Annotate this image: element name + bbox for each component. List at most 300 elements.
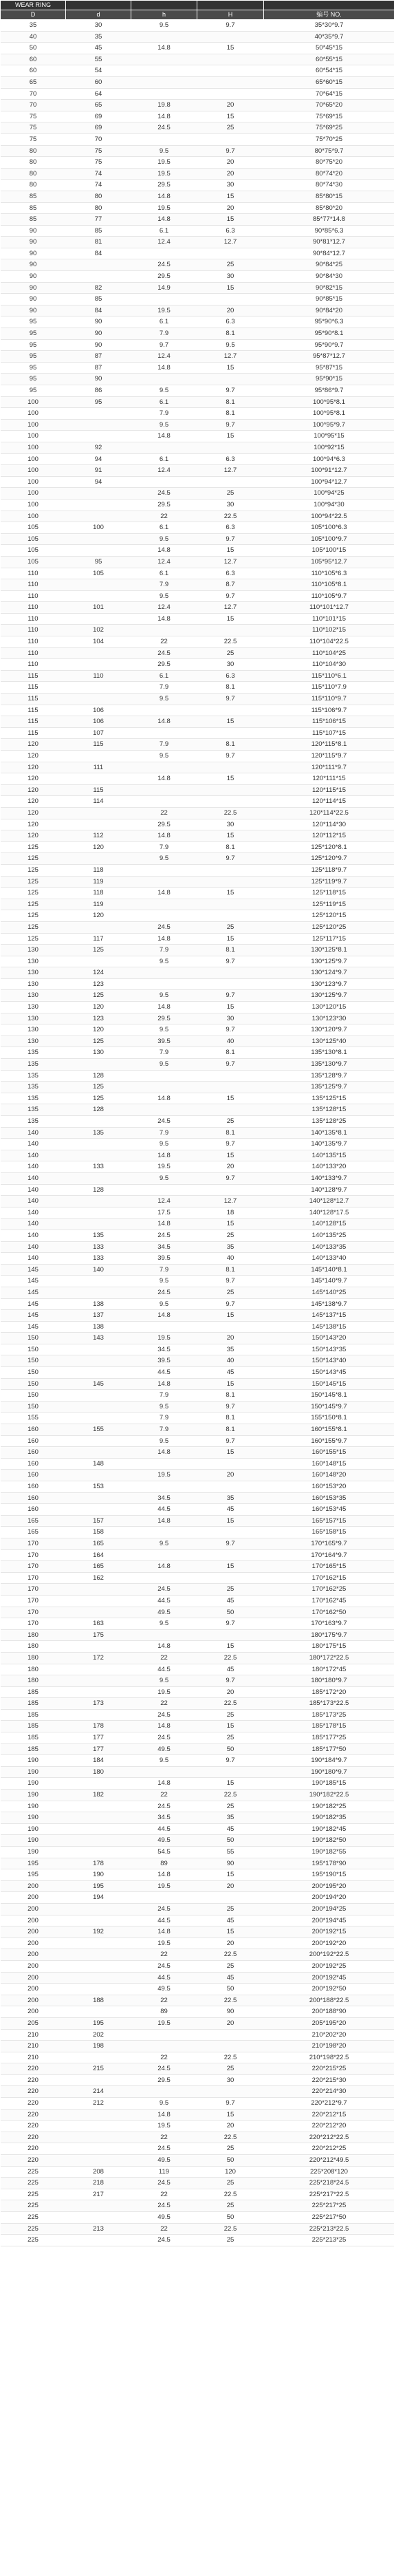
cell-h-upper <box>197 1892 264 1904</box>
cell-h-lower: 9.5 <box>131 419 197 431</box>
cell-inner-diameter <box>66 533 131 545</box>
cell-h-upper <box>197 133 264 145</box>
cell-h-upper <box>197 978 264 990</box>
cell-outer-diameter: 130 <box>1 990 66 1002</box>
cell-inner-diameter <box>66 1435 131 1447</box>
cell-outer-diameter: 110 <box>1 659 66 671</box>
cell-h-lower <box>131 864 197 876</box>
cell-h-upper <box>197 2029 264 2041</box>
cell-outer-diameter: 190 <box>1 1790 66 1801</box>
table-row <box>1 1755 394 1767</box>
cell-inner-diameter: 125 <box>66 1035 131 1047</box>
cell-part-number: 160*155*8.1 <box>264 1424 394 1436</box>
cell-h-lower: 9.5 <box>131 956 197 967</box>
cell-h-upper: 90 <box>197 2006 264 2018</box>
cell-inner-diameter <box>66 1960 131 1972</box>
cell-inner-diameter <box>66 1801 131 1812</box>
cell-h-upper <box>197 1629 264 1641</box>
table-row <box>1 1150 394 1161</box>
cell-inner-diameter <box>66 1401 131 1413</box>
cell-part-number: 170*165*15 <box>264 1561 394 1573</box>
table-row <box>1 374 394 385</box>
table-row <box>1 2189 394 2200</box>
cell-h-lower: 24.5 <box>131 1903 197 1915</box>
cell-outer-diameter: 185 <box>1 1698 66 1710</box>
cell-h-upper: 25 <box>197 1709 264 1721</box>
cell-outer-diameter: 220 <box>1 2063 66 2075</box>
cell-h-lower <box>131 1629 197 1641</box>
cell-outer-diameter: 135 <box>1 1093 66 1104</box>
cell-part-number: 75*69*15 <box>264 111 394 122</box>
cell-part-number: 135*128*25 <box>264 1116 394 1128</box>
cell-h-lower: 9.5 <box>131 1435 197 1447</box>
cell-inner-diameter <box>66 2212 131 2224</box>
cell-h-lower: 49.5 <box>131 1984 197 1995</box>
cell-inner-diameter: 125 <box>66 1082 131 1093</box>
cell-part-number: 125*118*15 <box>264 888 394 899</box>
table-row <box>1 1984 394 1995</box>
cell-h-upper: 9.7 <box>197 385 264 397</box>
cell-inner-diameter: 214 <box>66 2086 131 2098</box>
cell-inner-diameter <box>66 682 131 694</box>
table-row <box>1 1595 394 1607</box>
cell-h-upper <box>197 76 264 88</box>
table-row <box>1 990 394 1002</box>
cell-h-upper <box>197 1549 264 1561</box>
cell-part-number: 150*143*35 <box>264 1344 394 1355</box>
cell-inner-diameter: 138 <box>66 1321 131 1333</box>
cell-h-lower <box>131 2029 197 2041</box>
cell-outer-diameter: 150 <box>1 1355 66 1367</box>
cell-part-number: 180*175*15 <box>264 1641 394 1653</box>
cell-outer-diameter: 100 <box>1 511 66 522</box>
cell-h-lower: 14.8 <box>131 1378 197 1390</box>
cell-inner-diameter: 106 <box>66 716 131 728</box>
cell-inner-diameter: 120 <box>66 841 131 853</box>
table-row <box>1 1527 394 1538</box>
cell-part-number: 200*192*45 <box>264 1972 394 1984</box>
cell-h-upper: 9.7 <box>197 1276 264 1287</box>
table-row <box>1 408 394 420</box>
table-row <box>1 133 394 145</box>
cell-part-number: 200*192*25 <box>264 1960 394 1972</box>
cell-h-upper: 22.5 <box>197 1652 264 1664</box>
cell-outer-diameter: 40 <box>1 31 66 43</box>
cell-h-lower: 9.5 <box>131 145 197 157</box>
cell-h-lower: 14.8 <box>131 111 197 122</box>
cell-inner-diameter: 125 <box>66 1093 131 1104</box>
title-cell-blank <box>197 1 264 10</box>
cell-part-number: 70*64*15 <box>264 88 394 100</box>
cell-h-lower: 34.5 <box>131 1241 197 1253</box>
table-body <box>1 20 394 2246</box>
cell-h-lower: 24.5 <box>131 1287 197 1298</box>
cell-part-number: 160*153*35 <box>264 1492 394 1504</box>
cell-inner-diameter: 112 <box>66 830 131 842</box>
cell-part-number: 200*188*90 <box>264 2006 394 2018</box>
cell-part-number: 70*65*20 <box>264 100 394 111</box>
table-row <box>1 670 394 682</box>
table-row <box>1 1230 394 1241</box>
cell-inner-diameter <box>66 921 131 933</box>
cell-h-lower: 14.8 <box>131 1561 197 1573</box>
cell-outer-diameter: 95 <box>1 316 66 328</box>
cell-part-number: 180*175*9.7 <box>264 1629 394 1641</box>
cell-part-number: 130*125*9.7 <box>264 956 394 967</box>
table-row <box>1 31 394 43</box>
cell-h-lower: 7.9 <box>131 328 197 340</box>
cell-h-lower: 6.1 <box>131 568 197 579</box>
table-row <box>1 694 394 705</box>
cell-part-number: 110*104*30 <box>264 659 394 671</box>
cell-outer-diameter: 140 <box>1 1172 66 1184</box>
table-row <box>1 2121 394 2132</box>
cell-h-lower: 14.8 <box>131 888 197 899</box>
cell-inner-diameter <box>66 590 131 602</box>
cell-inner-diameter: 119 <box>66 899 131 910</box>
cell-part-number: 225*217*50 <box>264 2212 394 2224</box>
cell-outer-diameter: 120 <box>1 739 66 751</box>
cell-inner-diameter: 133 <box>66 1241 131 1253</box>
cell-h-upper: 20 <box>197 1333 264 1344</box>
cell-outer-diameter: 80 <box>1 180 66 191</box>
cell-inner-diameter <box>66 1938 131 1949</box>
cell-h-lower: 19.5 <box>131 202 197 214</box>
cell-inner-diameter <box>66 1972 131 1984</box>
cell-h-upper: 15 <box>197 2109 264 2121</box>
table-row <box>1 1686 394 1698</box>
cell-outer-diameter: 125 <box>1 853 66 865</box>
cell-outer-diameter: 135 <box>1 1082 66 1093</box>
cell-outer-diameter: 135 <box>1 1059 66 1071</box>
cell-h-lower: 9.5 <box>131 590 197 602</box>
cell-part-number: 200*192*15 <box>264 1926 394 1938</box>
cell-outer-diameter: 220 <box>1 2121 66 2132</box>
table-row <box>1 1458 394 1470</box>
cell-inner-diameter: 155 <box>66 1424 131 1436</box>
cell-inner-diameter <box>66 1915 131 1926</box>
cell-h-lower: 14.8 <box>131 1447 197 1459</box>
table-row <box>1 1344 394 1355</box>
table-row <box>1 1926 394 1938</box>
table-row <box>1 122 394 134</box>
cell-inner-diameter: 140 <box>66 1264 131 1276</box>
table-row <box>1 1093 394 1104</box>
cell-inner-diameter <box>66 1778 131 1790</box>
cell-h-upper <box>197 294 264 305</box>
cell-outer-diameter: 210 <box>1 2052 66 2063</box>
cell-h-upper: 20 <box>197 202 264 214</box>
table-row <box>1 2086 394 2098</box>
cell-inner-diameter <box>66 751 131 762</box>
title-cell-blank <box>66 1 131 10</box>
cell-h-lower: 29.5 <box>131 499 197 511</box>
cell-h-lower: 7.9 <box>131 1127 197 1139</box>
cell-part-number: 95*90*8.1 <box>264 328 394 340</box>
cell-h-upper: 15 <box>197 191 264 202</box>
table-row <box>1 2223 394 2235</box>
cell-part-number: 130*120*9.7 <box>264 1024 394 1036</box>
cell-part-number: 120*115*9.7 <box>264 751 394 762</box>
cell-h-upper: 45 <box>197 1367 264 1379</box>
cell-h-upper <box>197 31 264 43</box>
cell-part-number: 135*125*9.7 <box>264 1082 394 1093</box>
cell-part-number: 190*184*9.7 <box>264 1755 394 1767</box>
cell-inner-diameter <box>66 271 131 283</box>
cell-inner-diameter: 54 <box>66 65 131 77</box>
cell-outer-diameter: 70 <box>1 100 66 111</box>
cell-h-lower: 22 <box>131 1698 197 1710</box>
cell-h-lower <box>131 1184 197 1196</box>
cell-h-upper: 15 <box>197 545 264 557</box>
cell-h-upper: 25 <box>197 647 264 659</box>
cell-h-upper: 25 <box>197 122 264 134</box>
cell-h-upper: 120 <box>197 2166 264 2178</box>
cell-h-upper: 40 <box>197 1253 264 1265</box>
cell-outer-diameter: 120 <box>1 819 66 830</box>
table-row <box>1 522 394 534</box>
cell-part-number: 115*110*6.1 <box>264 670 394 682</box>
cell-inner-diameter: 82 <box>66 282 131 294</box>
cell-h-lower <box>131 876 197 888</box>
cell-h-upper: 20 <box>197 1470 264 1481</box>
cell-part-number: 170*162*45 <box>264 1595 394 1607</box>
cell-part-number: 180*172*45 <box>264 1664 394 1675</box>
cell-outer-diameter: 130 <box>1 1024 66 1036</box>
cell-h-upper: 8.1 <box>197 739 264 751</box>
cell-part-number: 225*213*25 <box>264 2235 394 2246</box>
table-row <box>1 476 394 488</box>
cell-outer-diameter: 115 <box>1 670 66 682</box>
cell-h-lower: 12.4 <box>131 237 197 248</box>
cell-h-upper: 20 <box>197 2017 264 2029</box>
cell-h-upper: 20 <box>197 168 264 180</box>
table-row <box>1 1847 394 1858</box>
cell-outer-diameter: 155 <box>1 1413 66 1424</box>
cell-outer-diameter: 115 <box>1 716 66 728</box>
table-row <box>1 762 394 773</box>
cell-inner-diameter <box>66 1470 131 1481</box>
cell-h-upper: 9.7 <box>197 145 264 157</box>
cell-inner-diameter <box>66 1287 131 1298</box>
table-row <box>1 168 394 180</box>
cell-part-number: 80*75*20 <box>264 157 394 169</box>
cell-h-upper: 20 <box>197 305 264 316</box>
cell-outer-diameter: 80 <box>1 157 66 169</box>
cell-h-upper: 15 <box>197 43 264 54</box>
cell-h-lower: 22 <box>131 807 197 819</box>
cell-part-number: 140*133*9.7 <box>264 1172 394 1184</box>
cell-part-number: 140*135*8.1 <box>264 1127 394 1139</box>
cell-outer-diameter: 130 <box>1 967 66 979</box>
cell-h-lower: 9.5 <box>131 533 197 545</box>
table-row <box>1 1492 394 1504</box>
table-row <box>1 1995 394 2006</box>
cell-part-number: 85*77*14.8 <box>264 214 394 226</box>
cell-inner-diameter <box>66 1812 131 1824</box>
cell-h-lower: 29.5 <box>131 2074 197 2086</box>
cell-h-upper <box>197 1458 264 1470</box>
cell-h-lower: 14.8 <box>131 613 197 625</box>
cell-part-number: 155*150*8.1 <box>264 1413 394 1424</box>
cell-h-upper: 15 <box>197 830 264 842</box>
cell-h-lower: 24.5 <box>131 921 197 933</box>
cell-h-lower: 44.5 <box>131 1664 197 1675</box>
cell-inner-diameter: 92 <box>66 442 131 453</box>
cell-inner-diameter <box>66 773 131 785</box>
cell-outer-diameter: 165 <box>1 1515 66 1527</box>
cell-outer-diameter: 125 <box>1 933 66 945</box>
cell-inner-diameter: 184 <box>66 1755 131 1767</box>
table-row <box>1 1241 394 1253</box>
cell-inner-diameter: 70 <box>66 133 131 145</box>
cell-part-number: 140*128*12.7 <box>264 1196 394 1208</box>
cell-part-number: 135*128*15 <box>264 1104 394 1116</box>
table-row <box>1 248 394 259</box>
cell-inner-diameter: 158 <box>66 1527 131 1538</box>
cell-part-number: 115*110*7.9 <box>264 682 394 694</box>
cell-h-lower: 44.5 <box>131 1972 197 1984</box>
cell-outer-diameter: 75 <box>1 111 66 122</box>
cell-outer-diameter: 200 <box>1 1926 66 1938</box>
table-row <box>1 1435 394 1447</box>
table-row <box>1 1481 394 1493</box>
cell-outer-diameter: 200 <box>1 1903 66 1915</box>
cell-h-upper: 12.7 <box>197 1196 264 1208</box>
cell-h-upper <box>197 1070 264 1082</box>
cell-h-upper: 22.5 <box>197 636 264 648</box>
table-row <box>1 54 394 65</box>
cell-inner-diameter: 130 <box>66 1047 131 1059</box>
cell-inner-diameter <box>66 1219 131 1230</box>
cell-part-number: 130*125*8.1 <box>264 945 394 956</box>
cell-part-number: 135*130*8.1 <box>264 1047 394 1059</box>
cell-part-number: 115*106*15 <box>264 716 394 728</box>
cell-h-lower: 7.9 <box>131 841 197 853</box>
cell-inner-diameter: 157 <box>66 1515 131 1527</box>
cell-inner-diameter <box>66 1355 131 1367</box>
table-row <box>1 1116 394 1128</box>
cell-outer-diameter: 180 <box>1 1664 66 1675</box>
cell-h-upper: 20 <box>197 157 264 169</box>
cell-h-upper: 25 <box>197 2178 264 2189</box>
cell-h-upper: 22.5 <box>197 2223 264 2235</box>
cell-inner-diameter <box>66 613 131 625</box>
cell-inner-diameter: 55 <box>66 54 131 65</box>
cell-outer-diameter: 150 <box>1 1333 66 1344</box>
cell-h-upper <box>197 248 264 259</box>
cell-outer-diameter: 100 <box>1 442 66 453</box>
cell-outer-diameter: 100 <box>1 431 66 442</box>
cell-outer-diameter: 100 <box>1 408 66 420</box>
cell-inner-diameter: 100 <box>66 522 131 534</box>
table-row <box>1 2212 394 2224</box>
cell-outer-diameter: 145 <box>1 1310 66 1322</box>
cell-h-lower: 19.5 <box>131 1333 197 1344</box>
cell-part-number: 170*162*15 <box>264 1572 394 1584</box>
cell-part-number: 85*80*15 <box>264 191 394 202</box>
cell-part-number: 95*90*6.3 <box>264 316 394 328</box>
cell-part-number: 220*212*9.7 <box>264 2098 394 2110</box>
table-row <box>1 1321 394 1333</box>
cell-outer-diameter: 115 <box>1 694 66 705</box>
cell-inner-diameter: 120 <box>66 1002 131 1013</box>
cell-h-lower: 9.5 <box>131 990 197 1002</box>
cell-h-lower: 39.5 <box>131 1253 197 1265</box>
cell-h-upper: 6.3 <box>197 568 264 579</box>
cell-outer-diameter: 200 <box>1 2006 66 2018</box>
table-row <box>1 2166 394 2178</box>
cell-h-lower: 19.5 <box>131 2121 197 2132</box>
cell-inner-diameter: 118 <box>66 864 131 876</box>
cell-h-lower: 14.8 <box>131 773 197 785</box>
cell-part-number: 200*188*22.5 <box>264 1995 394 2006</box>
table-row <box>1 841 394 853</box>
cell-h-upper <box>197 910 264 922</box>
cell-h-lower <box>131 76 197 88</box>
cell-inner-diameter <box>66 1675 131 1687</box>
cell-inner-diameter: 69 <box>66 122 131 134</box>
table-row <box>1 100 394 111</box>
header-part-number: 编号 NO. <box>264 10 394 20</box>
cell-outer-diameter: 115 <box>1 727 66 739</box>
cell-h-lower: 14.8 <box>131 1150 197 1161</box>
cell-part-number: 115*107*15 <box>264 727 394 739</box>
cell-h-lower: 6.1 <box>131 396 197 408</box>
table-row <box>1 1024 394 1036</box>
cell-h-upper <box>197 967 264 979</box>
cell-outer-diameter: 180 <box>1 1641 66 1653</box>
cell-part-number: 110*101*12.7 <box>264 602 394 614</box>
cell-inner-diameter <box>66 2052 131 2063</box>
table-row <box>1 568 394 579</box>
table-row <box>1 1424 394 1436</box>
cell-outer-diameter: 70 <box>1 88 66 100</box>
cell-part-number: 140*133*35 <box>264 1241 394 1253</box>
table-row <box>1 1070 394 1082</box>
cell-outer-diameter: 200 <box>1 1880 66 1892</box>
table-row <box>1 819 394 830</box>
cell-part-number: 150*143*40 <box>264 1355 394 1367</box>
table-row <box>1 636 394 648</box>
cell-h-upper <box>197 705 264 716</box>
cell-part-number: 80*74*30 <box>264 180 394 191</box>
cell-h-upper: 50 <box>197 1743 264 1755</box>
table-row <box>1 1903 394 1915</box>
table-row <box>1 180 394 191</box>
cell-h-upper <box>197 65 264 77</box>
cell-inner-diameter: 217 <box>66 2189 131 2200</box>
table-row <box>1 830 394 842</box>
cell-inner-diameter: 111 <box>66 762 131 773</box>
cell-outer-diameter: 125 <box>1 864 66 876</box>
cell-part-number: 120*112*15 <box>264 830 394 842</box>
cell-part-number: 170*164*9.7 <box>264 1549 394 1561</box>
cell-h-lower: 7.9 <box>131 945 197 956</box>
cell-h-upper: 8.1 <box>197 396 264 408</box>
cell-h-upper: 15 <box>197 1002 264 1013</box>
cell-inner-diameter: 195 <box>66 2017 131 2029</box>
cell-h-lower: 24.5 <box>131 1230 197 1241</box>
cell-h-upper <box>197 1572 264 1584</box>
cell-inner-diameter <box>66 1709 131 1721</box>
cell-outer-diameter: 120 <box>1 751 66 762</box>
cell-part-number: 170*165*9.7 <box>264 1538 394 1549</box>
cell-h-upper: 15 <box>197 1869 264 1881</box>
cell-inner-diameter: 45 <box>66 43 131 54</box>
table-row <box>1 351 394 363</box>
cell-h-lower: 7.9 <box>131 579 197 591</box>
